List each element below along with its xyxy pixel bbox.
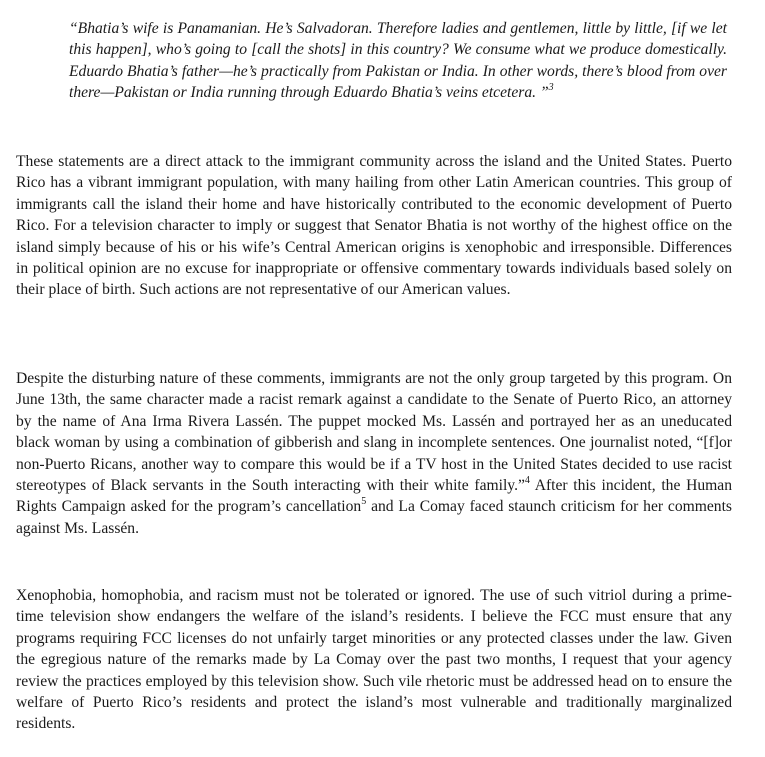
paragraph-2-text-c: and La Comay faced staunch criticism for her comments against Ms. Lassén.: [16, 498, 733, 537]
paragraph-immigrant-community: These statements are a direct attack to the immigrant community across the island and the United States. Puerto Rico has a vibrant immigrant population, with many hailing from other Latin American countries. This group of immigrants call the island their home and have historically contributed to the economic development of Puerto Rico. For a television character to imply or suggest that Senator Bhatia is not worthy of the highest office on the island simply because of his or his wife’s Central American origins is xenophobic and irresponsible. Differences in political opinion are no excuse for inappropriate or offensive commentary towards individuals based solely on their place of birth. Such actions are not representative of our American values.: [16, 153, 732, 299]
paragraph-request: Xenophobia, homophobia, and racism must not be tolerated or ignored. The use of such vitriol during a prime-time television show endangers the welfare of the island’s residents. I believe the FCC must ensure that any programs requiring FCC licenses do not unfairly target minorities or any protected classes under the law. Given the egregious nature of the remarks made by La Comay over the past two months, I request that your agency review the practices employed by this television show. Such vile rhetoric must be addressed head on to ensure the welfare of Puerto Rico’s residents and protect the island’s most vulnerable and traditionally marginalized residents.: [16, 587, 732, 733]
footnote-5-marker: 5: [361, 496, 367, 508]
paragraph-2-text-b: After this incident, the Human Rights Campaign asked for the program’s cancellation: [16, 477, 732, 516]
quote-text: “Bhatia’s wife is Panamanian. He’s Salvadoran. Therefore ladies and gentlemen, little by little, [if we let this happen], who’s going to [call the shots] in this country? We consume what we produce domestically. Eduardo Bhatia’s father—he’s practically from Pakistan or India. In other words, there’s blood from over there—Pakistan or India running through Eduardo Bhatia’s veins etcetera. ”: [69, 20, 727, 102]
footnote-4-marker: 4: [524, 474, 530, 486]
paragraph-2-text-a: Despite the disturbing nature of these comments, immigrants are not the only group targeted by this program. On June 13th, the same character made a racist remark against a candidate to the Senate of Puerto Rico, an attorney by the name of Ana Irma Rivera Lassén. The puppet mocked Ms. Lassén and portrayed her as an uneducated black woman by using a combination of gibberish and slang in incomplete sentences. One journalist noted, “[f]or non-Puerto Ricans, another way to compare this would be if a TV host in the United States decided to use racist stereotypes of Black servants in the South interacting with their white family.”: [16, 370, 732, 495]
block-quote: [69, 18, 727, 104]
paragraph-racist-remark: [16, 368, 732, 539]
footnote-3-marker: 3: [548, 82, 554, 94]
